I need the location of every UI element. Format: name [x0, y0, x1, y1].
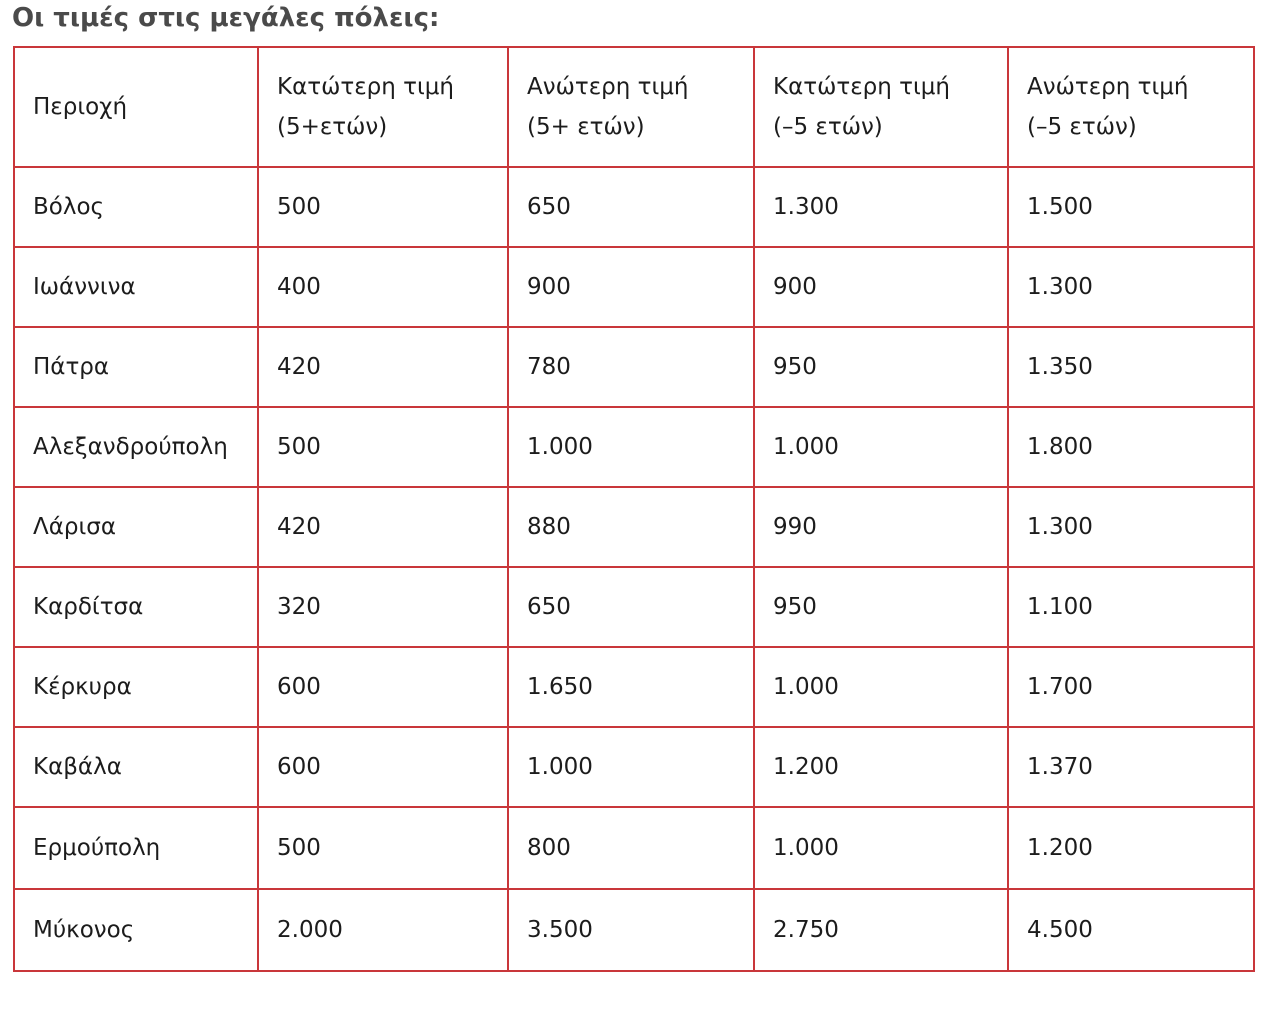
- table-cell: 900: [508, 247, 754, 327]
- table-cell-area: Καβάλα: [14, 727, 258, 807]
- column-header-subline: (–5 ετών): [1027, 114, 1137, 140]
- table-row: [14, 407, 1254, 487]
- column-header-line: Κατώτερη τιμή: [277, 74, 454, 100]
- table-cell: 1.000: [508, 727, 754, 807]
- column-header-min-price-over-5: [258, 47, 508, 167]
- table-cell: 650: [508, 167, 754, 247]
- table-cell: 1.300: [754, 167, 1008, 247]
- table-cell: 1.800: [1008, 407, 1254, 487]
- column-header-max-price-under-5: [1008, 47, 1254, 167]
- table-cell-area: Ερμούπολη: [14, 807, 258, 889]
- table-cell: 1.200: [754, 727, 1008, 807]
- table-cell: 1.350: [1008, 327, 1254, 407]
- column-header-min-price-under-5: [754, 47, 1008, 167]
- table-cell: 500: [258, 407, 508, 487]
- table-cell: 1.700: [1008, 647, 1254, 727]
- table-cell: 4.500: [1008, 889, 1254, 971]
- table-row: [14, 327, 1254, 407]
- page-heading: Οι τιμές στις μεγάλες πόλεις:: [12, 3, 440, 33]
- table-row: [14, 807, 1254, 889]
- table-cell: 400: [258, 247, 508, 327]
- table-cell: 780: [508, 327, 754, 407]
- table-cell: 1.000: [508, 407, 754, 487]
- table-cell: 320: [258, 567, 508, 647]
- table-cell-area: Καρδίτσα: [14, 567, 258, 647]
- table-cell: 1.200: [1008, 807, 1254, 889]
- column-header-line: Ανώτερη τιμή: [1027, 74, 1189, 100]
- table-cell: 1.370: [1008, 727, 1254, 807]
- table-cell-area: Πάτρα: [14, 327, 258, 407]
- table-cell-area: Λάρισα: [14, 487, 258, 567]
- column-header-subline: (5+ετών): [277, 114, 388, 140]
- column-header-subline: (–5 ετών): [773, 114, 883, 140]
- table-cell: 420: [258, 487, 508, 567]
- table-cell: 950: [754, 567, 1008, 647]
- table-cell-area: Ιωάννινα: [14, 247, 258, 327]
- table-cell: 800: [508, 807, 754, 889]
- table-cell: 500: [258, 167, 508, 247]
- table-row: [14, 647, 1254, 727]
- price-table: [13, 46, 1255, 972]
- table-cell: 1.100: [1008, 567, 1254, 647]
- table-cell: 900: [754, 247, 1008, 327]
- table-row: [14, 889, 1254, 971]
- table-row: [14, 487, 1254, 567]
- table-cell: 950: [754, 327, 1008, 407]
- table-cell: 1.650: [508, 647, 754, 727]
- table-row: [14, 247, 1254, 327]
- column-header-line: Περιοχή: [33, 94, 128, 120]
- table-cell: 1.500: [1008, 167, 1254, 247]
- table-cell: 990: [754, 487, 1008, 567]
- table-cell: 1.300: [1008, 247, 1254, 327]
- table-cell: 880: [508, 487, 754, 567]
- table-cell: 3.500: [508, 889, 754, 971]
- table-cell-area: Κέρκυρα: [14, 647, 258, 727]
- table-cell: 500: [258, 807, 508, 889]
- table-cell: 2.000: [258, 889, 508, 971]
- table-cell: 1.000: [754, 647, 1008, 727]
- table-cell-area: Βόλος: [14, 167, 258, 247]
- table-cell-area: Αλεξανδρούπολη: [14, 407, 258, 487]
- column-header-line: Κατώτερη τιμή: [773, 74, 950, 100]
- table-cell: 1.000: [754, 407, 1008, 487]
- column-header-subline: (5+ ετών): [527, 114, 645, 140]
- table-cell: 1.000: [754, 807, 1008, 889]
- table-cell: 600: [258, 647, 508, 727]
- table-row: [14, 567, 1254, 647]
- table-cell: 2.750: [754, 889, 1008, 971]
- column-header-line: Ανώτερη τιμή: [527, 74, 689, 100]
- table-cell: 650: [508, 567, 754, 647]
- column-header-area: [14, 47, 258, 167]
- table-header-row: [14, 47, 1254, 167]
- table-cell-area: Μύκονος: [14, 889, 258, 971]
- table-cell: 1.300: [1008, 487, 1254, 567]
- table-row: [14, 167, 1254, 247]
- table-cell: 600: [258, 727, 508, 807]
- column-header-max-price-over-5: [508, 47, 754, 167]
- table-cell: 420: [258, 327, 508, 407]
- table-row: [14, 727, 1254, 807]
